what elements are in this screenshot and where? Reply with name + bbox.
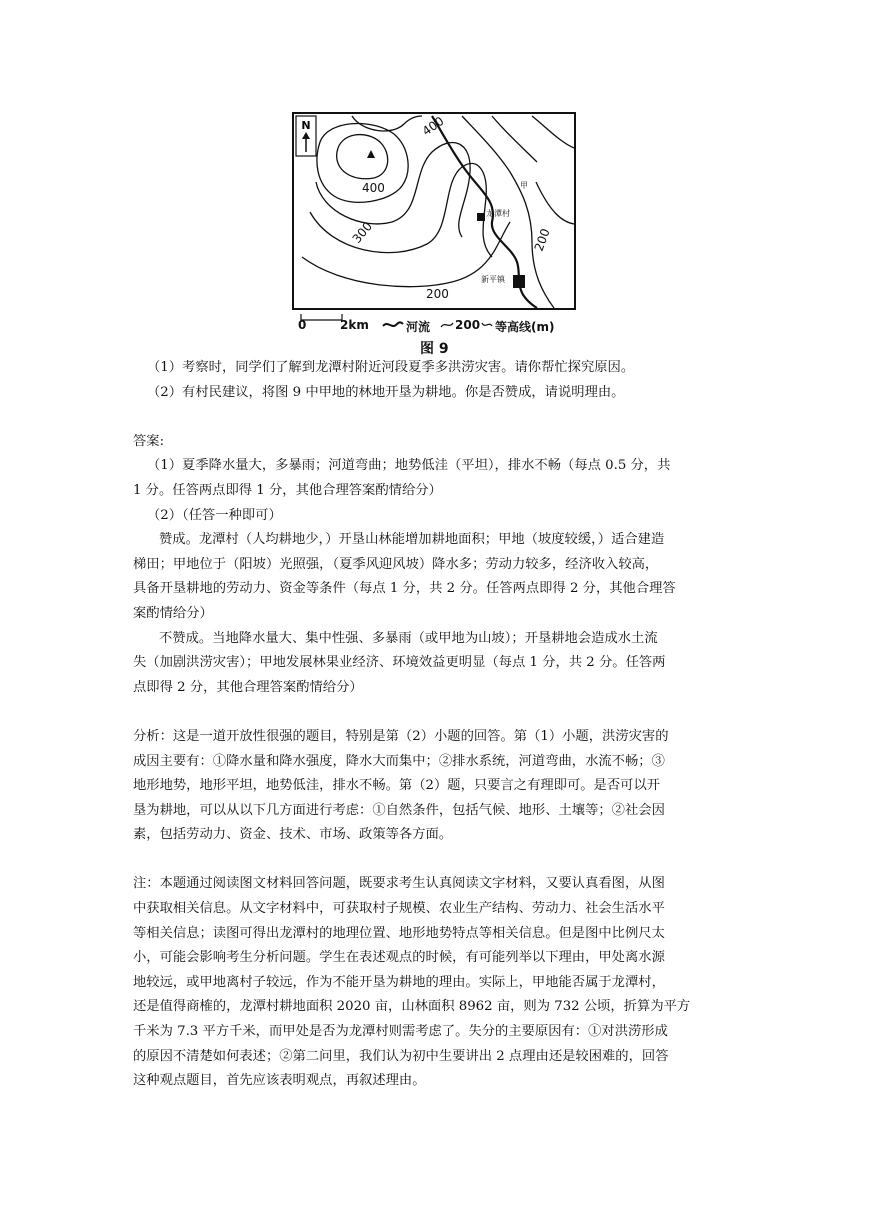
question-1: （1）考察时，同学们了解到龙潭村附近河段夏季多洪涝灾害。请你帮忙探究原因。: [147, 360, 635, 375]
question-2: （2）有村民建议，将图 9 中甲地的林地开垦为耕地。你是否赞成，请说明理由。: [147, 384, 625, 400]
contour-map: [292, 112, 576, 310]
note-line: 小，可能会影响考生分析问题。学生在表述观点的时候，有可能列举以下理由，甲处离水源: [133, 950, 665, 966]
agree-line-3: 具备开垦耕地的劳动力、资金等条件（每点 1 分，共 2 分。任答两点即得 2 分，其他合理答: [133, 581, 676, 597]
contour-label-400: 400: [362, 181, 385, 195]
contour-label-400-top: 400: [419, 113, 447, 139]
legend-river: 河流: [406, 320, 431, 334]
longtan-village-marker: [477, 213, 485, 221]
legend-contour-text: 等高线(m): [495, 320, 555, 334]
scale-end: 2km: [340, 318, 369, 332]
contour-label-200-right: 200: [531, 226, 553, 254]
answer-label: 答案:: [133, 433, 165, 449]
answer-1-line-1: （1）夏季降水量大，多暴雨；河道弯曲；地势低洼（平坦），排水不畅（每点 0.5 分，共: [147, 458, 671, 474]
contour-legend-icon: [440, 320, 454, 330]
note-line: 中获取相关信息。从文字材料中，可获取村子规模、农业生产结构、劳动力、社会生活水平: [133, 901, 665, 917]
note-line: 等相关信息；读图可得出龙潭村的地理位置、地形地势特点等相关信息。但是图中比例尺太: [133, 925, 665, 941]
note-line: 注：本题通过阅读图文材料回答问题，既要求考生认真阅读文字材料，又要认真看图，从图: [133, 876, 665, 892]
river-legend-icon: [382, 320, 404, 330]
note-line: 地较远，或甲地离村子较远，作为不能开垦为耕地的理由。实际上，甲地能否属于龙潭村，: [133, 974, 665, 990]
answer-1-line-2: 1 分。任答两点即得 1 分，其他合理答案酌情给分）: [133, 482, 442, 498]
legend-contour-value: 200: [455, 318, 481, 332]
north-label: N: [301, 119, 311, 132]
figure-caption: 图 9: [420, 341, 449, 357]
agree-line-4: 案酌情给分）: [133, 605, 213, 621]
north-arrow-icon: [296, 116, 316, 156]
contour-legend-icon-end: [481, 320, 493, 330]
contour-label-300: 300: [349, 219, 376, 246]
questions-block: [133, 356, 743, 1094]
xinping-town-marker: [513, 275, 525, 288]
agree-line-1: 赞成。龙潭村（人均耕地少，）开垦山林能增加耕地面积；甲地（坡度较缓，）适合建造: [159, 532, 665, 548]
place-longtan: 龙潭村: [486, 209, 510, 218]
place-jia: 甲: [520, 181, 528, 190]
answer-2-intro: （2）（任答一种即可）: [147, 507, 282, 523]
analysis-line: 地形地势，地形平坦，地势低洼，排水不畅。第（2）题，只要言之有理即可。是否可以开: [133, 778, 661, 794]
scale-bar: [300, 312, 344, 322]
note-line: 还是值得商榷的，龙潭村耕地面积 2020 亩，山林面积 8962 亩，则为 732 公顷，折算为平方: [133, 999, 691, 1015]
place-xinping: 新平镇: [481, 275, 505, 284]
analysis-line: 素，包括劳动力、资金、技术、市场、政策等各方面。: [133, 827, 453, 843]
scale-start: 0: [298, 318, 307, 332]
analysis-line: 分析：这是一道开放性很强的题目，特别是第（2）小题的回答。第（1）小题，洪涝灾害的: [133, 728, 669, 744]
disagree-line-2: 失（加剧洪涝灾害）；甲地发展林果业经济、环境效益更明显（每点 1 分，共 2 分。任答两: [133, 655, 666, 671]
disagree-line-3: 点即得 2 分，其他合理答案酌情给分）: [133, 679, 363, 695]
analysis-line: 成因主要有：①降水量和降水强度，降水大而集中；②排水系统，河道弯曲，水流不畅；③: [133, 753, 665, 769]
analysis-line: 垦为耕地，可以从以下几方面进行考虑：①自然条件，包括气候、地形、土壤等；②社会因: [133, 802, 665, 818]
contour-label-200: 200: [426, 287, 449, 301]
note-line: 千米为 7.3 平方千米，而甲处是否为龙潭村则需考虑了。失分的主要原因有：①对洪涝形成: [133, 1024, 668, 1040]
agree-line-2: 梯田；甲地位于（阳坡）光照强，（夏季风迎风坡）降水多；劳动力较多，经济收入较高，: [133, 556, 659, 572]
note-line: 这种观点题目，首先应该表明观点，再叙述理由。: [133, 1073, 426, 1089]
disagree-line-1: 不赞成。当地降水量大、集中性强、多暴雨（或甲地为山坡）；开垦耕地会造成水土流: [159, 630, 658, 646]
map-legend: [292, 312, 592, 336]
note-line: 的原因不清楚如何表述；②第二问里，我们认为初中生要讲出 2 点理由还是较困难的，回答: [133, 1048, 669, 1064]
